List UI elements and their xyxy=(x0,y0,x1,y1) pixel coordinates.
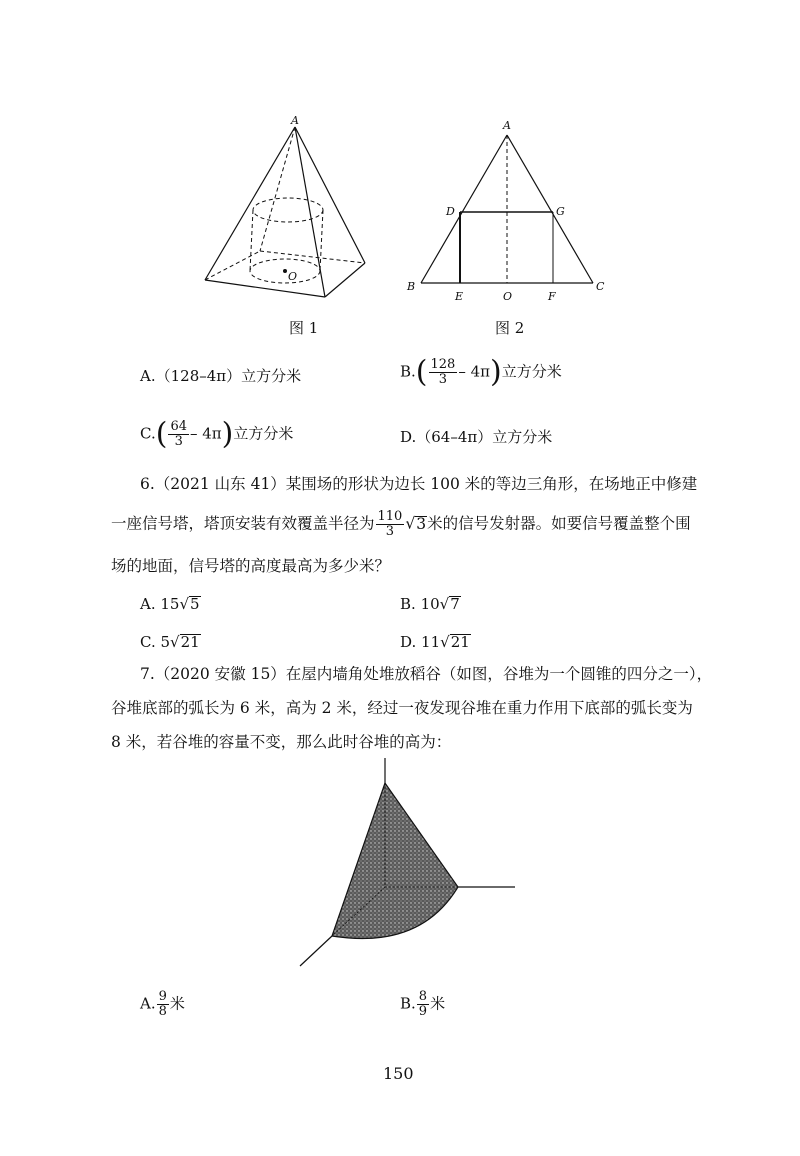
q5-option-a[interactable]: A.（128–4π）立方分米 xyxy=(140,367,302,385)
figure-1-caption: 图 1 xyxy=(289,319,319,337)
q6-line-1: 6.（2021 山东 41）某围场的形状为边长 100 米的等边三角形，在场地正中修建 xyxy=(140,475,698,493)
fig2-label-F: F xyxy=(548,290,556,303)
figure-2-caption: 图 2 xyxy=(495,319,525,337)
q7-line-3: 8 米，若谷堆的容量不变，那么此时谷堆的高为： xyxy=(111,733,452,751)
figure-2-triangle xyxy=(395,112,620,312)
fig2-label-O: O xyxy=(503,290,513,303)
q5-option-b[interactable]: B.( $\frac{128}{3}$ – 4π)立方分米 xyxy=(400,354,562,390)
q7-option-b[interactable]: B. $\frac{8}{9}$ 米 xyxy=(400,989,446,1019)
q6-line-3: 场的地面，信号塔的高度最高为多少米？ xyxy=(111,557,391,575)
fig2-label-B: B xyxy=(407,280,416,293)
q5-option-c[interactable]: C.( $\frac{64}{3}$ – 4π)立方分米 xyxy=(140,416,294,452)
fig2-label-D: D xyxy=(446,205,455,218)
figure-1-pyramid xyxy=(195,115,375,305)
fig2-label-C: C xyxy=(596,280,605,293)
q6-line-2: 一座信号塔，塔顶安装有效覆盖半径为 $\frac{110}{3}$ √3米的信号发射器。如要信号覆盖整个围 xyxy=(111,509,691,539)
q7-option-a[interactable]: A. $\frac{9}{8}$ 米 xyxy=(140,989,185,1019)
q7-line-1: 7.（2020 安徽 15）在屋内墙角处堆放稻谷（如图，谷堆为一个圆锥的四分之一）， xyxy=(140,665,713,683)
page-number: 150 xyxy=(383,1064,414,1083)
fig1-label-apex: A xyxy=(291,115,299,127)
q6-option-d[interactable]: D. 11√21 xyxy=(400,633,470,651)
q6-option-b[interactable]: B. 10√7 xyxy=(400,595,460,613)
fig1-label-center: O xyxy=(288,270,298,283)
figure-3-grain-pile xyxy=(290,750,530,975)
fig2-label-E: E xyxy=(455,290,464,303)
q5-option-d[interactable]: D.（64–4π）立方分米 xyxy=(400,428,553,446)
q7-line-2: 谷堆底部的弧长为 6 米，高为 2 米，经过一夜发现谷堆在重力作用下底部的弧长变为 xyxy=(111,699,693,717)
q6-option-a[interactable]: A. 15√5 xyxy=(140,595,200,613)
fig2-label-A: A xyxy=(503,119,511,132)
fig2-label-G: G xyxy=(556,205,565,218)
q6-option-c[interactable]: C. 5√21 xyxy=(140,633,200,651)
